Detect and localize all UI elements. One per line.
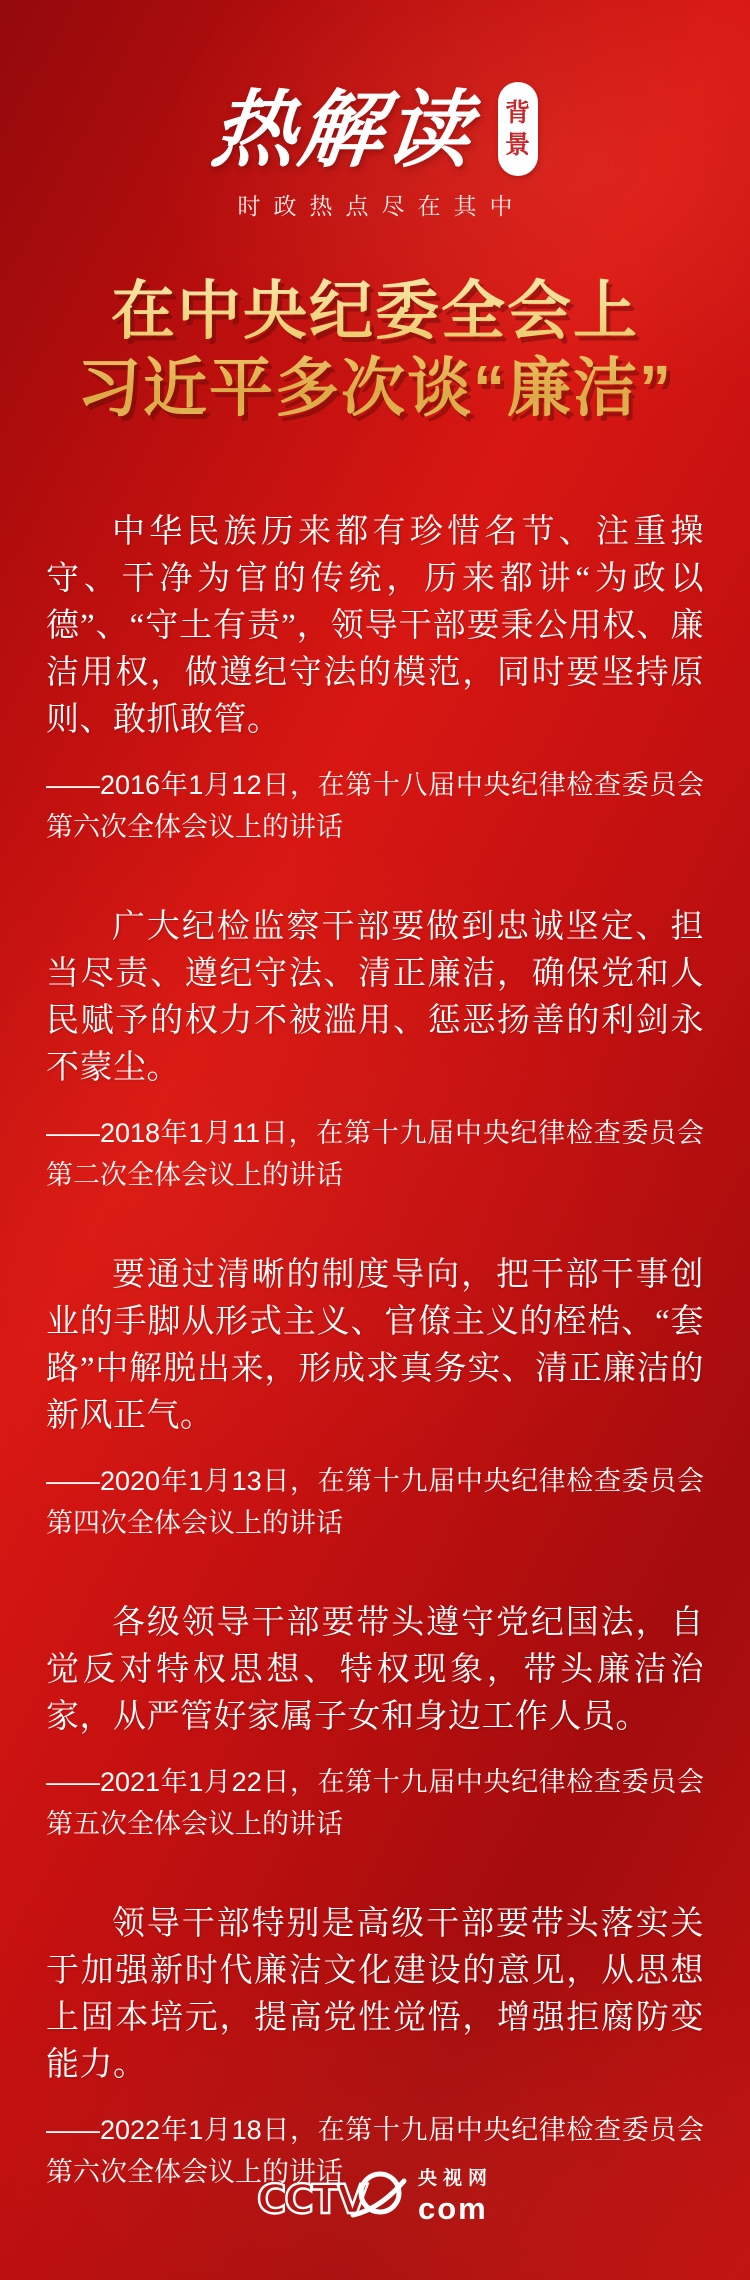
brand-logo-text: 热解读 (207, 83, 479, 177)
quote-block (46, 509, 704, 848)
quote-text: 各级领导干部要带头遵守党纪国法，自觉反对特权思想、特权现象，带头廉洁治家，从严管好家属子女和身边工作人员。 (46, 1605, 704, 1735)
tagline: 时政热点尽在其中 (237, 193, 526, 219)
badge-char: 景 (504, 130, 530, 159)
quote-block (46, 1600, 704, 1845)
footer (0, 2168, 750, 2224)
main-title-line-2: 习近平多次谈“廉洁” (77, 352, 673, 424)
quote-text: 领导干部特别是高级干部要带头落实关于加强新时代廉洁文化建设的意见，从思想上固本培元，提高党性觉悟，增强拒腐防变能力。 (46, 1906, 704, 2083)
cctv-logo (257, 2168, 493, 2224)
brand-logo-row (207, 82, 537, 177)
cctv-site-com: com (417, 2190, 488, 2226)
quote-block (46, 904, 704, 1196)
cctv-globe-icon (350, 2168, 408, 2226)
background-badge (498, 82, 538, 176)
quote-text: 广大纪检监察干部要做到忠诚坚定、担当尽责、遵纪守法、清正廉洁，确保党和人民赋予的权力不被滥用、惩恶扬善的利剑永不蒙尘。 (46, 909, 704, 1086)
main-title-line-1: 在中央纪委全会上 (111, 275, 639, 347)
badge-char: 背 (504, 99, 530, 128)
cctv-site-text (418, 2169, 493, 2224)
quote-source: ——2018年1月11日，在第十九届中央纪律检查委员会第二次全体会议上的讲话 (46, 1118, 704, 1190)
quote-source: ——2022年1月18日，在第十九届中央纪律检查委员会第六次全体会议上的讲话 (46, 2115, 704, 2187)
cctv-site-cn: 央视网 (417, 2167, 493, 2189)
quote-source: ——2020年1月13日，在第十九届中央纪律检查委员会第四次全体会议上的讲话 (46, 1466, 704, 1538)
quote-text: 要通过清晰的制度导向，把干部干事创业的手脚从形式主义、官僚主义的桎梏、“套路”中解脱出来，形成求真务实、清正廉洁的新风正气。 (46, 1257, 704, 1434)
quote-list (0, 427, 750, 2193)
quote-source: ——2016年1月12日，在第十八届中央纪律检查委员会第六次全体会议上的讲话 (46, 770, 704, 842)
quote-block (46, 1252, 704, 1544)
quote-block (46, 1901, 704, 2193)
cctv-wordmark: CCTV (257, 2177, 366, 2223)
quote-text: 中华民族历来都有珍惜名节、注重操守、干净为官的传统，历来都讲“为政以德”、“守土有责”，领导干部要秉公用权、廉洁用权，做遵纪守法的模范，同时要坚持原则、敢抓敢管。 (46, 514, 704, 738)
main-title (0, 273, 750, 427)
quote-source: ——2021年1月22日，在第十九届中央纪律检查委员会第五次全体会议上的讲话 (46, 1767, 704, 1839)
header (0, 0, 750, 221)
